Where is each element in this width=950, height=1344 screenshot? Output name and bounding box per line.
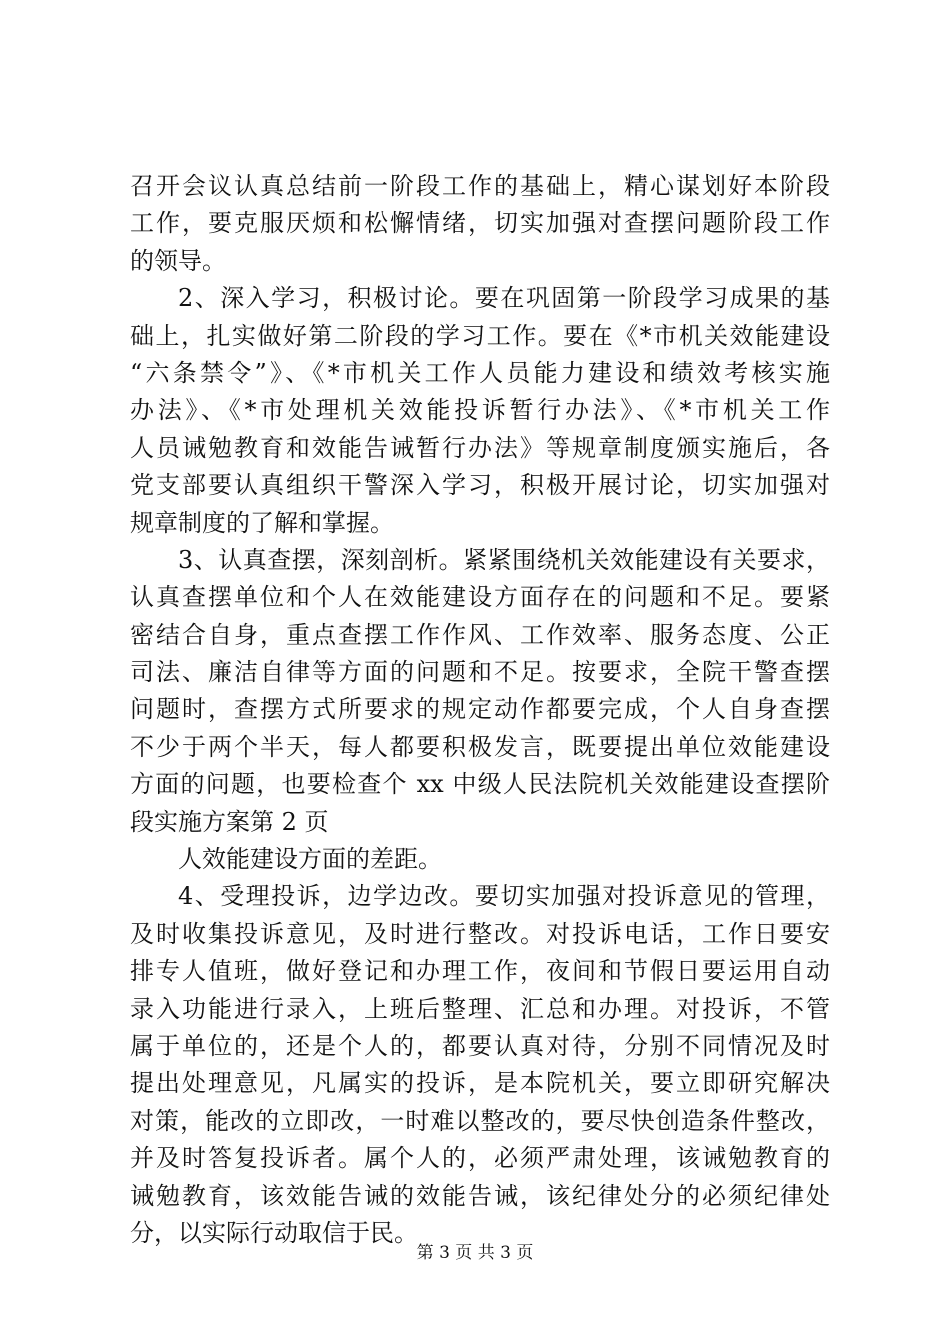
text-line: 4、受理投诉，边学边改。要切实加强对投诉意见的管理，: [178, 882, 830, 911]
text-line: 规章制度的了解和掌握。: [130, 508, 394, 537]
text-line: 排专人值班，做好登记和办理工作，夜间和节假日要运用自动: [130, 957, 830, 986]
document-body: [130, 168, 830, 1252]
text-line: “六条禁令”》、《*市机关工作人员能力建设和绩效考核实施: [130, 358, 830, 387]
text-line: 及时收集投诉意见，及时进行整改。对投诉电话，工作日要安: [130, 919, 830, 948]
text-line: 并及时答复投诉者。属个人的，必须严肃处理，该诫勉教育的: [130, 1144, 830, 1173]
text-line: 属于单位的，还是个人的，都要认真对待，分别不同情况及时: [130, 1031, 830, 1060]
text-line: 人效能建设方面的差距。: [178, 845, 442, 874]
text-line: 2、深入学习，积极讨论。要在巩固第一阶段学习成果的基: [178, 284, 830, 313]
text-line: 3、认真查摆，深刻剖析。紧紧围绕机关效能建设有关要求，: [178, 545, 830, 574]
text-line: 对策，能改的立即改，一时难以整改的，要尽快创造条件整改，: [130, 1106, 830, 1135]
text-line: 础上，扎实做好第二阶段的学习工作。要在《*市机关效能建设: [130, 321, 830, 350]
text-line: 不少于两个半天，每人都要积极发言，既要提出单位效能建设: [130, 732, 830, 761]
text-line: 召开会议认真总结前一阶段工作的基础上，精心谋划好本阶段: [130, 172, 830, 200]
page-footer: [0, 1242, 950, 1264]
text-line: 提出处理意见，凡属实的投诉，是本院机关，要立即研究解决: [130, 1069, 830, 1098]
text-line: 问题时，查摆方式所要求的规定动作都要完成，个人自身查摆: [130, 695, 830, 724]
text-line: 认真查摆单位和个人在效能建设方面存在的问题和不足。要紧: [130, 583, 830, 612]
text-line: 司法、廉洁自律等方面的问题和不足。按要求，全院干警查摆: [130, 658, 830, 687]
text-line: 分，以实际行动取信于民。: [130, 1218, 418, 1247]
text-line: 密结合自身，重点查摆工作作风、工作效率、服务态度、公正: [130, 620, 830, 649]
text-line: 党支部要认真组织干警深入学习，积极开展讨论，切实加强对: [130, 471, 830, 500]
text-line: 方面的问题，也要检查个 xx 中级人民法院机关效能建设查摆阶: [130, 770, 830, 799]
text-line: 诫勉教育，该效能告诫的效能告诫，该纪律处分的必须纪律处: [130, 1181, 830, 1210]
text-line: 录入功能进行录入，上班后整理、汇总和办理。对投诉，不管: [130, 994, 830, 1023]
text-line: 的领导。: [130, 246, 226, 275]
text-line: 人员诫勉教育和效能告诫暂行办法》等规章制度颁实施后，各: [130, 433, 830, 462]
text-line: 办法》、《*市处理机关效能投诉暂行办法》、《*市机关工作: [130, 396, 830, 425]
text-line: 段实施方案第 2 页: [130, 807, 329, 836]
text-line: 工作，要克服厌烦和松懈情绪，切实加强对查摆问题阶段工作: [130, 209, 830, 238]
page-number-label: 第 3 页 共 3 页: [416, 1243, 534, 1263]
